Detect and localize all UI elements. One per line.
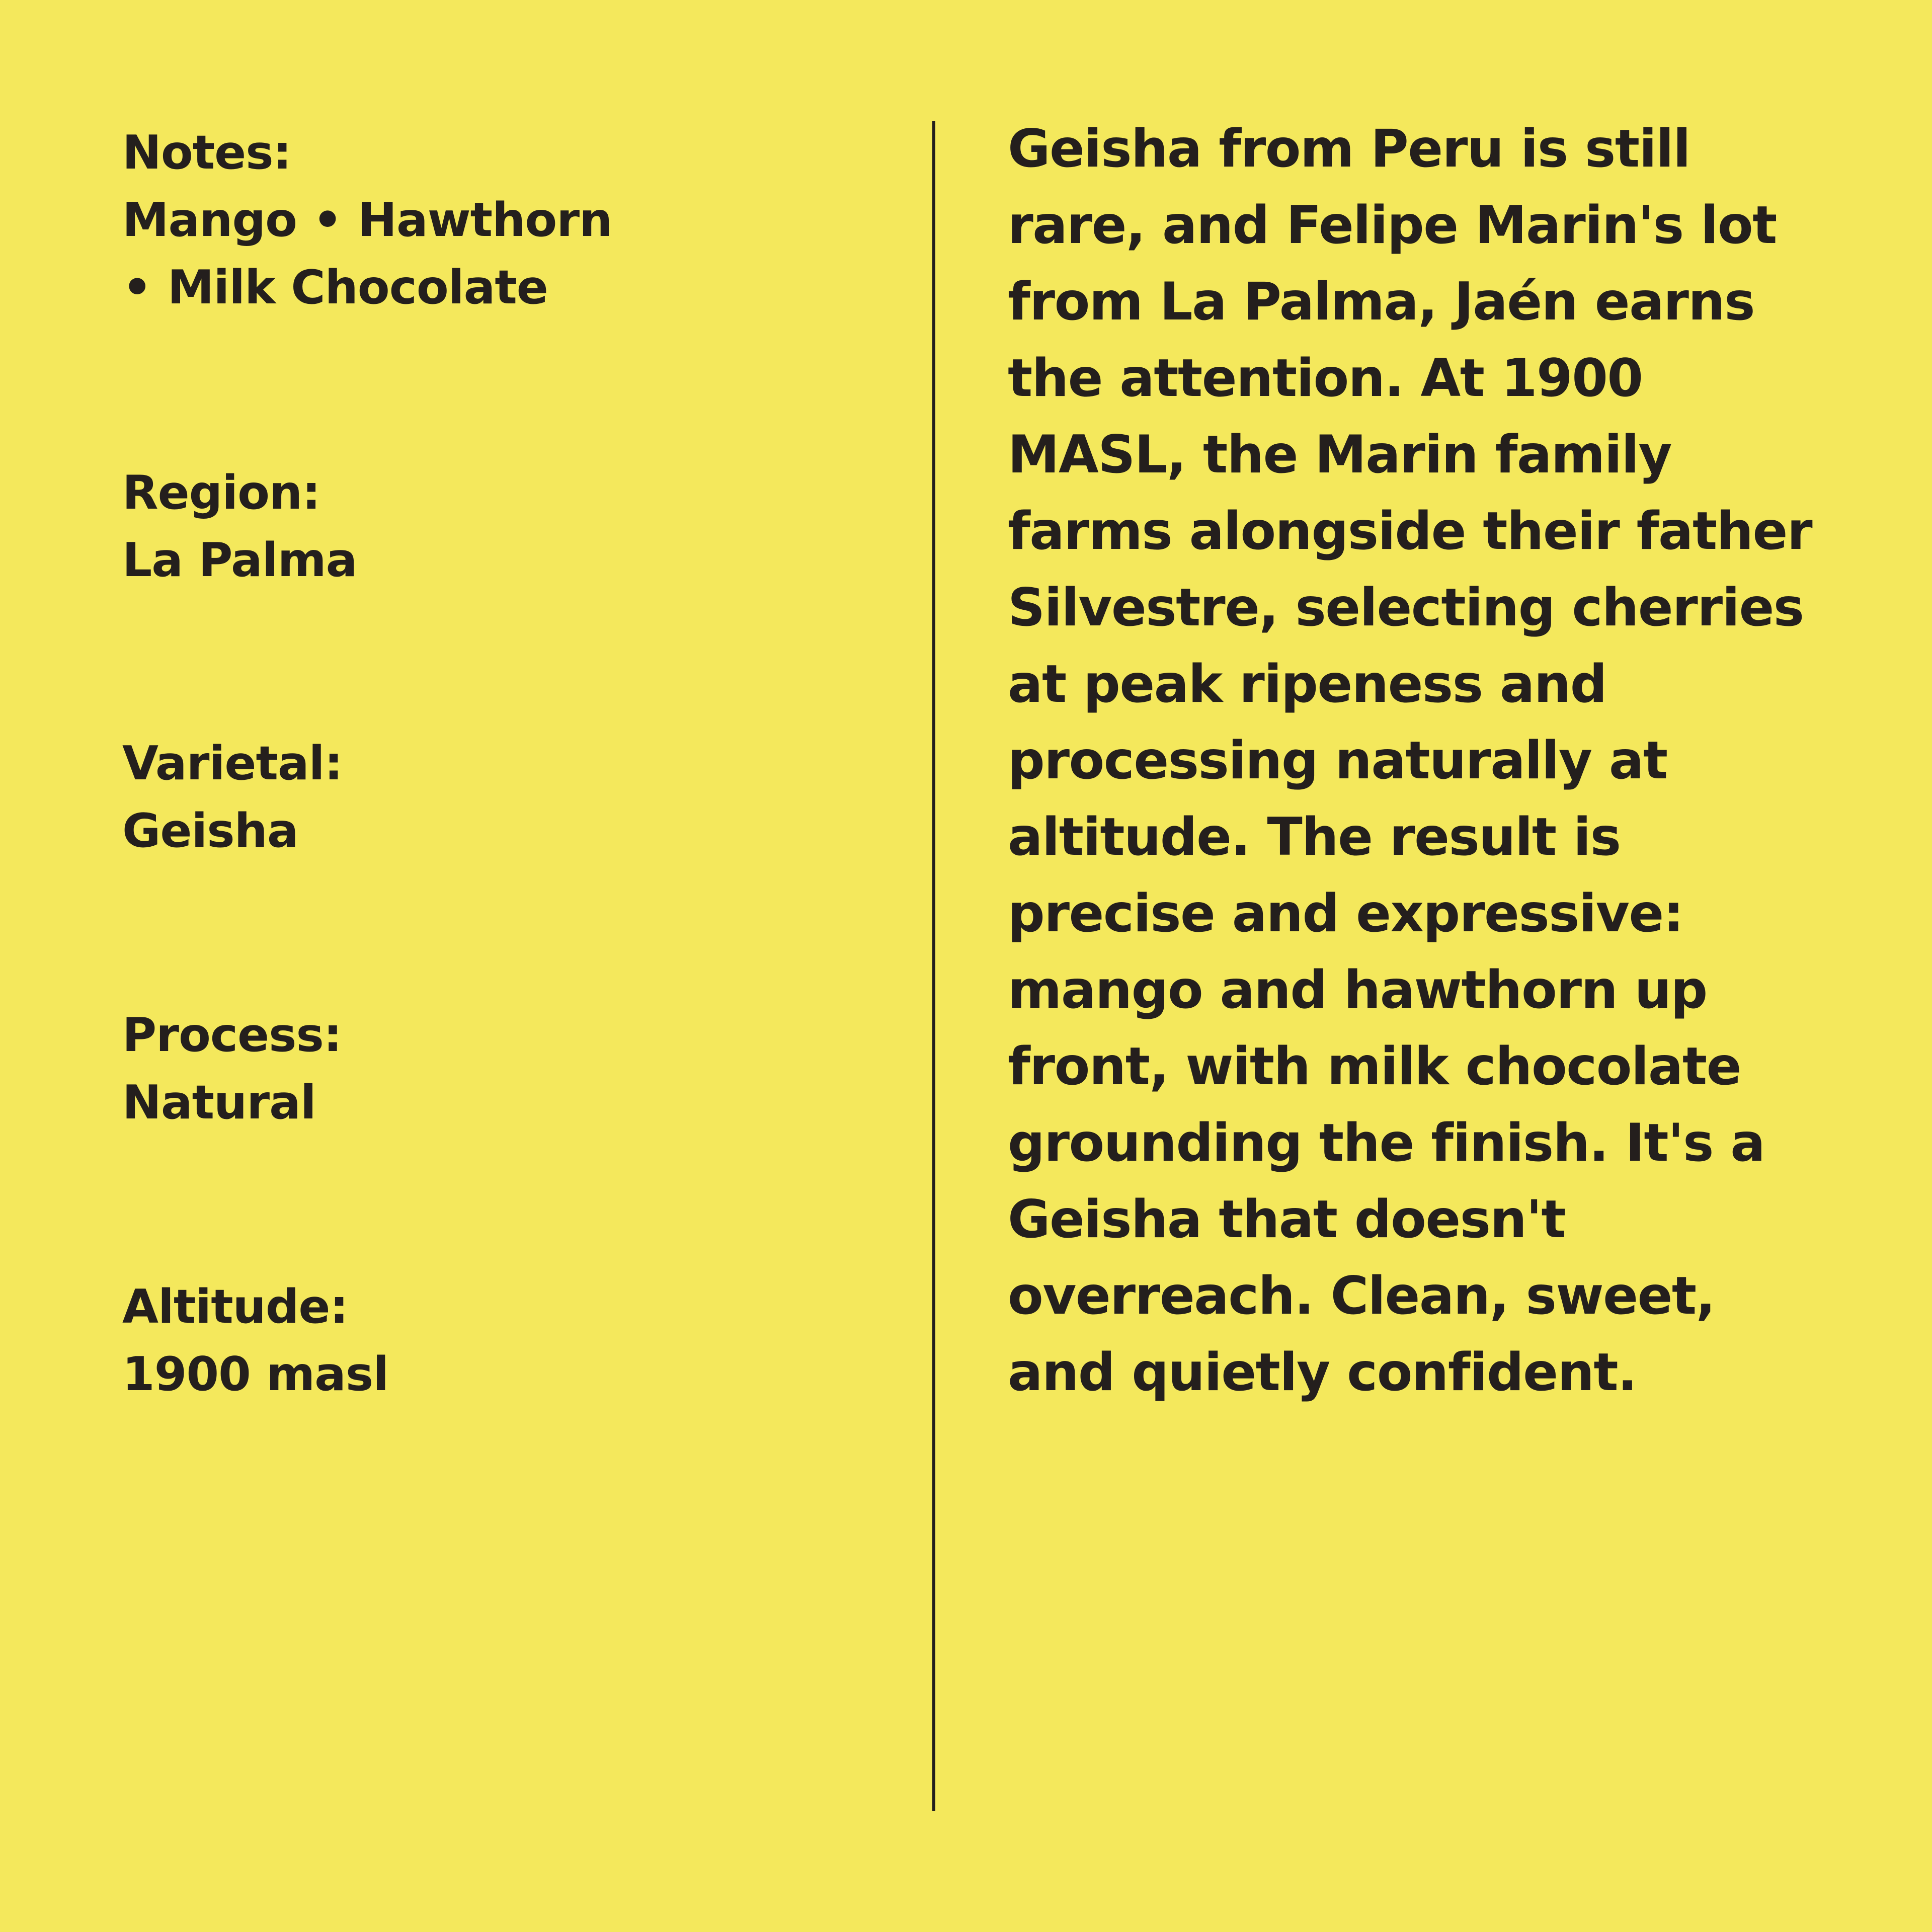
notes-value-line-2: • Milk Chocolate [122,260,548,314]
varietal-value: Geisha [122,803,298,858]
spec-notes [122,119,612,321]
region-value: La Palma [122,533,357,587]
spec-altitude [122,1273,388,1408]
varietal-label: Varietal: [122,736,343,790]
altitude-label: Altitude: [122,1279,348,1334]
spec-varietal [122,730,343,864]
altitude-value: 1900 masl [122,1347,389,1401]
notes-value-line-1: Mango • Hawthorn [122,193,612,247]
coffee-description: Geisha from Peru is still rare, and Felipe Marin's lot from La Palma, Jaén earns the attention. At 1900 MASL, the Marin family farms alongside their father Silvestre, selecting cherries at peak ripeness and processing naturally at altitude. The result is precise and expressive: mango and hawthorn up front, with milk chocolate grounding the finish. It's a Geisha that doesn't overreach. Clean, sweet, and quietly confident. [1008,119,1812,1403]
process-value: Natural [122,1075,316,1130]
column-divider [932,121,935,1811]
notes-label: Notes: [122,125,291,180]
process-label: Process: [122,1008,342,1062]
spec-process [122,1001,342,1136]
spec-region [122,459,357,594]
region-label: Region: [122,465,320,520]
